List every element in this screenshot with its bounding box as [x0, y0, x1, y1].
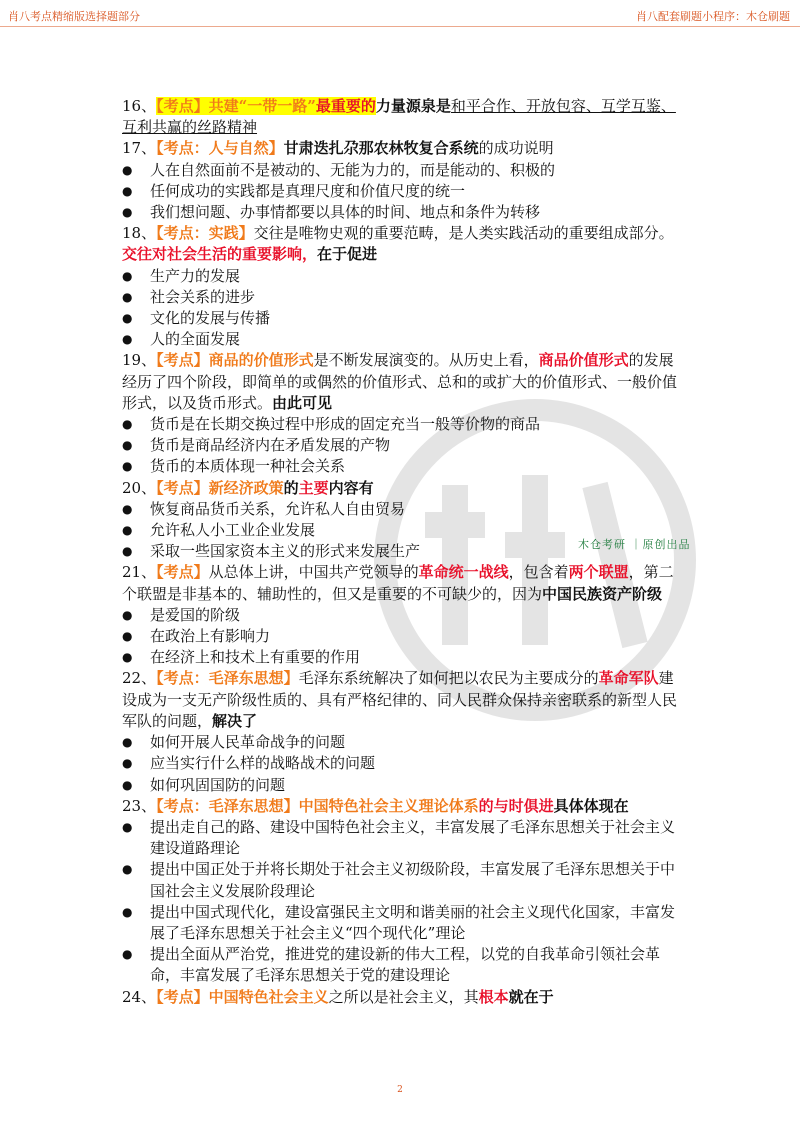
text-segment: ，包含着 — [508, 563, 569, 582]
text-segment: 如何开展人民革命战争的问题 — [150, 733, 346, 752]
text-segment: 的与时俱进 — [478, 796, 554, 815]
text-segment: 19、 — [122, 351, 157, 370]
text-segment: 采取一些国家资本主义的形式来发展生产 — [150, 542, 421, 561]
text-segment: 之所以是社会主义，其 — [328, 987, 479, 1006]
text-segment: 甘肃迭扎尕那农林牧复合系统 — [283, 139, 479, 158]
text-segment: 允许私人小工业企业发展 — [150, 521, 316, 540]
text-segment: 21、 — [122, 563, 157, 582]
text-segment: 【考点】中国特色社会主义 — [156, 987, 329, 1006]
text-segment: 在政治上有影响力 — [150, 627, 271, 646]
text-segment: 毛泽东系统解决了如何把以农民为主要成分的 — [298, 669, 599, 688]
answer-option — [122, 647, 682, 668]
text-segment: 在经济上和技术上有重要的作用 — [150, 648, 361, 667]
question-list — [122, 96, 682, 1008]
text-segment: 提出走自己的路、建设中国特色社会主义，丰富发展了毛泽东思想关于社会主义建设道路理论 — [150, 817, 676, 858]
text-segment: 18、 — [122, 224, 157, 243]
text-segment: 根本 — [478, 987, 509, 1006]
question-item — [122, 350, 682, 414]
text-segment: 具体体现在 — [553, 796, 629, 815]
text-segment: 由此可见 — [272, 393, 333, 412]
text-segment: 力量源泉是 — [375, 97, 451, 115]
text-segment: 主要 — [298, 478, 329, 497]
text-segment: 提出中国正处于并将长期处于社会主义初级阶段，丰富发展了毛泽东思想关于中国社会主义发展阶段理论 — [150, 860, 676, 900]
answer-option — [122, 202, 682, 223]
text-segment: 是爱国的阶级 — [150, 605, 241, 624]
text-segment: 【考点】新经济政策 — [156, 478, 284, 497]
answer-option — [122, 817, 682, 859]
text-segment: 就在于 — [508, 987, 554, 1006]
header-right-title: 肖八配套刷题小程序：木仓刷题 — [636, 10, 790, 23]
text-segment: 在于促进 — [317, 245, 378, 264]
text-segment: 中国民族资产阶级 — [542, 584, 663, 603]
answer-option — [122, 435, 682, 456]
text-segment: 交往是唯物史观的重要范畴，是人类实践活动的重要组成部分。 — [253, 224, 674, 243]
question-item — [122, 987, 682, 1008]
answer-option — [122, 499, 682, 520]
text-segment: 生产力的发展 — [150, 266, 241, 285]
answer-option — [122, 329, 682, 350]
text-segment: 24、 — [122, 987, 157, 1006]
answer-option — [122, 859, 682, 901]
answer-option — [122, 775, 682, 796]
question-item — [122, 796, 682, 817]
text-segment: 任何成功的实践都是真理尺度和价值尺度的统一 — [150, 181, 466, 200]
question-item — [122, 223, 682, 265]
text-segment: 内容有 — [328, 478, 374, 497]
text-segment: 两个联盟 — [568, 563, 629, 582]
text-segment: 【考点：毛泽东思想】中国特色社会主义理论体系 — [156, 796, 479, 815]
text-segment: 我们想问题、办事情都要以具体的时间、地点和条件为转移 — [150, 203, 541, 222]
answer-option — [122, 944, 682, 986]
text-segment: 最重要的 — [315, 97, 376, 115]
text-segment: 如何巩固国防的问题 — [150, 775, 286, 794]
source-stamp: 木仓考研 ｜原创出品 — [578, 538, 691, 551]
text-segment: 【考点】商品的价值形式 — [156, 351, 314, 370]
question-item — [122, 138, 682, 159]
text-segment: 提出全面从严治党，推进党的建设新的伟大工程，以党的自我革命引领社会革命，丰富发展了毛泽东思想关于党的建设理论 — [150, 945, 661, 985]
text-segment: 社会关系的进步 — [150, 287, 256, 306]
text-segment: ，第二个联盟是非基本的、辅助性的，但又是重要的不可缺少的，因为 — [122, 563, 674, 603]
text-segment: 货币是商品经济内在矛盾发展的产物 — [150, 436, 391, 455]
answer-option — [122, 605, 682, 626]
text-segment: 货币的本质体现一种社会关系 — [150, 457, 346, 476]
text-segment: 的 — [283, 478, 299, 497]
text-segment: 解决了 — [212, 711, 258, 730]
text-segment: 【考点：毛泽东思想】 — [156, 669, 299, 688]
answer-option — [122, 902, 682, 944]
text-segment: 的成功说明 — [478, 139, 554, 158]
text-segment: 20、 — [122, 478, 157, 497]
text-segment: 的发展经历了四个阶段，即简单的或偶然的价值形式、总和的或扩大的价值形式、一般价值形式，以及货币形式。 — [122, 351, 678, 412]
answer-option — [122, 266, 682, 287]
page-number: 2 — [397, 1085, 403, 1095]
answer-option — [122, 753, 682, 774]
answer-option — [122, 181, 682, 202]
text-segment: 人的全面发展 — [150, 330, 241, 349]
text-segment: 商品价值形式 — [538, 351, 629, 370]
answer-option — [122, 626, 682, 647]
answer-option — [122, 308, 682, 329]
text-segment: 货币是在长期交换过程中形成的固定充当一般等价物的商品 — [150, 415, 541, 434]
answer-option — [122, 160, 682, 181]
text-segment: 【考点】 — [156, 563, 209, 582]
text-segment: 从总体上讲，中国共产党领导的 — [208, 563, 419, 582]
answer-option — [122, 287, 682, 308]
answer-option — [122, 732, 682, 753]
text-segment: 建设成为一支无产阶级性质的、具有严格纪律的、同人民群众保持亲密联系的新型人民军队的问题， — [122, 669, 678, 730]
text-segment: 23、 — [122, 796, 157, 815]
page-header — [0, 0, 800, 28]
text-segment: 【考点：实践】 — [156, 224, 254, 243]
text-segment: 文化的发展与传播 — [150, 309, 271, 328]
text-segment: 革命统一战线 — [418, 563, 509, 582]
text-segment: 是不断发展演变的。从历史上看， — [313, 351, 539, 370]
text-segment: 恢复商品货币关系，允许私人自由贸易 — [150, 499, 406, 518]
question-item — [122, 478, 682, 499]
text-segment: 【考点：人与自然】 — [156, 139, 284, 158]
text-segment: 17、 — [122, 139, 157, 158]
text-segment: 和平合作、开放包容、互学互鉴、互利共赢的丝路精神 — [122, 97, 676, 137]
text-segment: 提出中国式现代化，建设富强民主文明和谐美丽的社会主义现代化国家，丰富发展了毛泽东思想关于社会主义“四个现代化”理论 — [150, 902, 676, 942]
answer-option — [122, 456, 682, 477]
header-divider — [0, 26, 800, 27]
question-item — [122, 668, 682, 732]
text-segment: 22、 — [122, 669, 157, 688]
question-item — [122, 96, 682, 138]
answer-option — [122, 520, 682, 541]
text-segment: 应当实行什么样的战略战术的问题 — [150, 754, 376, 773]
answer-option — [122, 414, 682, 435]
answer-option — [122, 541, 682, 562]
text-segment: 16、 — [122, 97, 157, 115]
text-segment: 人在自然面前不是被动的、无能为力的，而是能动的、积极的 — [150, 160, 556, 179]
question-item — [122, 562, 682, 604]
text-segment: 交往对社会生活的重要影响， — [122, 245, 318, 264]
header-left-title: 肖八考点精缩版选择题部分 — [8, 10, 140, 23]
text-segment: 【考点】共建“一带一路” — [156, 97, 316, 115]
text-segment: 革命军队 — [598, 669, 659, 688]
